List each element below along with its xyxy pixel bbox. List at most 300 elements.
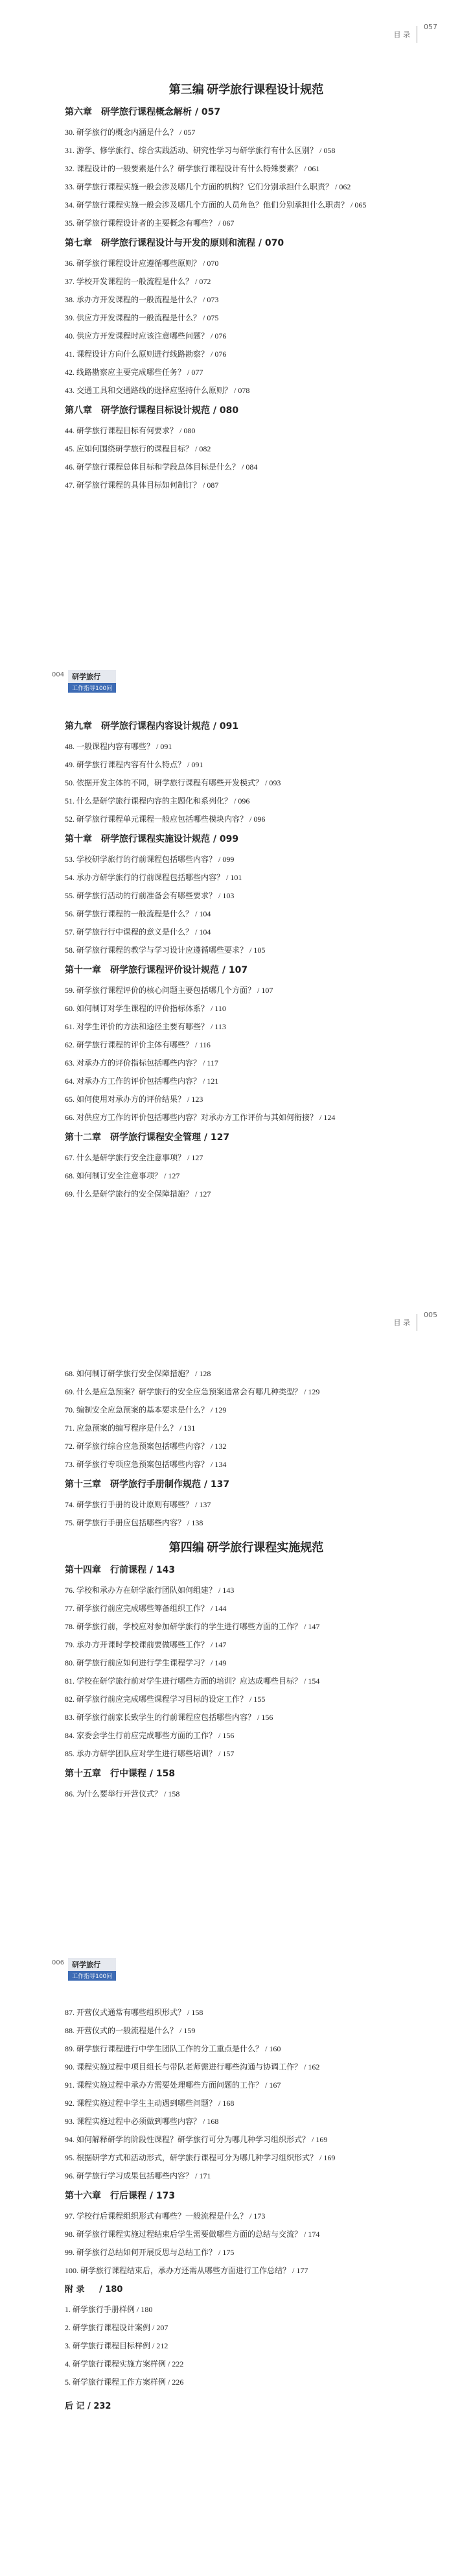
entry-number: 35. bbox=[65, 219, 75, 228]
badge-title: 研学旅行 bbox=[68, 670, 116, 683]
toc-entry bbox=[65, 905, 428, 923]
entry-text: 什么是研学旅行课程内容的主题化和系列化？ bbox=[76, 796, 233, 805]
entry-page: 099 bbox=[222, 855, 235, 864]
entry-text: 如何制订安全注意事项？ bbox=[76, 1171, 163, 1180]
entry-number: 78. bbox=[65, 1622, 75, 1631]
toc-entry bbox=[65, 923, 428, 941]
toc-entry bbox=[65, 1149, 428, 1167]
entry-page: 082 bbox=[199, 444, 211, 453]
leader: / bbox=[216, 219, 223, 228]
entry-number: 33. bbox=[65, 182, 75, 191]
leader: / bbox=[193, 927, 200, 936]
entry-text: 对承办方工作的评价包括哪些内容？ bbox=[76, 1077, 202, 1086]
entry-text: 课程实施过程中承办方需要处理哪些方面问题的工作？ bbox=[76, 2081, 264, 2090]
entry-text: 学校和承办方在研学旅行团队如何组建？ bbox=[76, 1586, 217, 1595]
leader: / bbox=[201, 313, 207, 322]
entry-text: 供应方开发课程时应该注意哪些问题？ bbox=[76, 331, 209, 340]
toc-entry bbox=[65, 887, 428, 905]
entry-text: 研学旅行课程的教学与学习设计应遵循哪些要求？ bbox=[76, 946, 248, 955]
leader: / bbox=[178, 128, 184, 137]
leader: / bbox=[302, 1387, 308, 1396]
entry-number: 50. bbox=[65, 778, 75, 787]
entry-number: 59. bbox=[65, 986, 75, 995]
toc-entry bbox=[65, 1617, 428, 1636]
entry-number: 72. bbox=[65, 1442, 75, 1451]
entry-text: 研学旅行前家长致学生的行前课程应包括哪些内容？ bbox=[76, 1713, 256, 1722]
entry-number: 31. bbox=[65, 146, 75, 155]
entry-text: 研学旅行课程结束后，承办方还需从哪些方面进行工作总结？ bbox=[80, 2266, 291, 2275]
entry-page: 121 bbox=[207, 1077, 219, 1086]
entry-page: 091 bbox=[160, 742, 172, 751]
entry-text: 研学旅行前应完成哪些课程学习目标的设定工作？ bbox=[76, 1695, 248, 1704]
leader: / bbox=[193, 1040, 200, 1049]
entry-page: 103 bbox=[222, 891, 235, 900]
entry-page: 076 bbox=[214, 331, 227, 340]
entry-page: 154 bbox=[308, 1676, 320, 1686]
leader: / bbox=[201, 1479, 211, 1490]
entry-number: 49. bbox=[65, 760, 75, 769]
leader: / bbox=[209, 350, 215, 359]
leader: / bbox=[154, 742, 161, 751]
entry-text: 研学旅行课程目标有何要求？ bbox=[76, 426, 178, 435]
leader: / bbox=[185, 760, 192, 769]
leader: / bbox=[201, 1077, 207, 1086]
leader: / bbox=[150, 2323, 157, 2332]
toc-entry bbox=[65, 737, 428, 756]
chapter-number: 第六章 bbox=[65, 107, 92, 117]
entry-number: 48. bbox=[65, 742, 75, 751]
afterword-heading bbox=[65, 2396, 428, 2417]
entry-number: 97. bbox=[65, 2212, 75, 2221]
chapter-title: 研学旅行课程安全管理 bbox=[110, 1132, 201, 1143]
entry-text: 开营仪式的一般流程是什么？ bbox=[76, 2026, 178, 2035]
chapter-heading bbox=[65, 101, 428, 123]
toc-entry bbox=[65, 2094, 428, 2112]
entry-number: 44. bbox=[65, 426, 75, 435]
leader: / bbox=[209, 1640, 215, 1649]
entry-page: 072 bbox=[199, 277, 211, 286]
entry-text: 研学旅行课程的一般流程是什么？ bbox=[76, 909, 194, 918]
book-badge bbox=[68, 1958, 116, 1981]
entry-number: 4. bbox=[65, 2359, 71, 2368]
leader: / bbox=[84, 2402, 94, 2411]
entry-text: 研学旅行课程实施过程结束后学生需要做哪些方面的总结与交流？ bbox=[76, 2230, 303, 2239]
entry-number: 77. bbox=[65, 1604, 75, 1613]
toc-entry bbox=[65, 327, 428, 345]
entry-number: 96. bbox=[65, 2171, 75, 2180]
entry-text: 课程实施过程中项目组长与带队老师需进行哪些沟通与协调工作？ bbox=[76, 2062, 303, 2071]
entry-number: 3. bbox=[65, 2341, 71, 2350]
entry-page: 113 bbox=[214, 1022, 226, 1031]
entry-text: 研学旅行课程单元课程一般应包括哪些模块内容？ bbox=[76, 815, 248, 824]
entry-page: 207 bbox=[156, 2323, 168, 2332]
chapter-page: 173 bbox=[156, 2191, 176, 2201]
entry-page: 168 bbox=[222, 2099, 235, 2108]
toc-entry bbox=[65, 2076, 428, 2094]
entry-text: 研学旅行手册样例 bbox=[73, 2305, 135, 2314]
entry-page: 096 bbox=[238, 796, 250, 805]
leader: / bbox=[255, 986, 262, 995]
entry-number: 56. bbox=[65, 909, 75, 918]
entry-number: 84. bbox=[65, 1731, 75, 1740]
toc-entry bbox=[65, 1167, 428, 1185]
toc-page-2 bbox=[0, 644, 473, 1288]
entry-number: 38. bbox=[65, 295, 75, 304]
chapter-heading bbox=[65, 959, 428, 981]
entry-page: 167 bbox=[269, 2081, 281, 2090]
entry-number: 61. bbox=[65, 1022, 75, 1031]
running-head-text: 目 录 bbox=[393, 30, 410, 39]
page-number: 057 bbox=[424, 22, 437, 31]
entry-text: 研学旅行课程实施一般会涉及哪几个方面的机构？它们分别承担什么职责？ bbox=[76, 182, 334, 191]
entry-number: 95. bbox=[65, 2153, 75, 2162]
toc-entry bbox=[65, 2058, 428, 2076]
chapter-number: 第十三章 bbox=[65, 1479, 101, 1490]
page-number: 004 bbox=[52, 671, 65, 678]
entry-page: 174 bbox=[308, 2230, 320, 2239]
leader: / bbox=[185, 1518, 192, 1527]
entry-number: 92. bbox=[65, 2099, 75, 2108]
toc-entry bbox=[65, 160, 428, 178]
toc-entry bbox=[65, 850, 428, 868]
entry-number: 83. bbox=[65, 1713, 75, 1722]
toc-entry bbox=[65, 2207, 428, 2225]
entry-text: 研学旅行前，学校应对参加研学旅行的学生进行哪些方面的工作？ bbox=[76, 1622, 303, 1631]
entry-page: 147 bbox=[308, 1622, 320, 1631]
leader: / bbox=[193, 444, 200, 453]
entry-text: 研学旅行课程进行中学生团队工作的分工重点是什么？ bbox=[76, 2044, 264, 2053]
entry-page: 144 bbox=[214, 1604, 227, 1613]
chapter-page: 091 bbox=[219, 721, 239, 732]
entry-text: 研学旅行课程实施一般会涉及哪几个方面的人员角色？他们分别承担什么职责？ bbox=[76, 200, 349, 209]
entry-text: 研学旅行课程工作方案样例 bbox=[73, 2378, 167, 2387]
entry-number: 40. bbox=[65, 331, 75, 340]
chapter-page: 057 bbox=[201, 107, 221, 117]
entry-page: 123 bbox=[191, 1095, 203, 1104]
entry-text: 应如何围绕研学旅行的课程目标？ bbox=[76, 444, 194, 453]
entry-page: 131 bbox=[183, 1424, 196, 1433]
chapter-number: 第九章 bbox=[65, 721, 92, 732]
toc-entry bbox=[65, 1437, 428, 1455]
entry-number: 90. bbox=[65, 2062, 75, 2071]
toc-entry bbox=[65, 1419, 428, 1437]
entry-text: 交通工具和交通路线的选择应坚持什么原则？ bbox=[76, 386, 233, 395]
chapter-number: 第十二章 bbox=[65, 1132, 101, 1143]
leader: / bbox=[263, 2081, 270, 2090]
entry-page: 129 bbox=[214, 1405, 227, 1414]
chapter-heading bbox=[65, 828, 428, 850]
leader: / bbox=[232, 386, 238, 395]
toc-entry bbox=[65, 196, 428, 214]
toc-entry bbox=[65, 774, 428, 792]
leader: / bbox=[310, 2135, 316, 2144]
chapter-page: 080 bbox=[219, 405, 239, 416]
entry-page: 134 bbox=[214, 1460, 227, 1469]
leader: / bbox=[162, 1789, 168, 1798]
chapter-number: 第十五章 bbox=[65, 1769, 101, 1779]
entry-number: 73. bbox=[65, 1460, 75, 1469]
chapter-heading bbox=[65, 715, 428, 737]
entry-number: 46. bbox=[65, 462, 75, 471]
entry-number: 65. bbox=[65, 1095, 75, 1104]
entry-text: 研学旅行活动的行前准备会有哪些要求？ bbox=[76, 891, 217, 900]
toc-entry bbox=[65, 381, 428, 400]
entry-text: 课程实施过程中学生主动遇到哪些问题？ bbox=[76, 2099, 217, 2108]
entry-number: 80. bbox=[65, 1658, 75, 1667]
leader: / bbox=[209, 1004, 215, 1013]
entry-number: 45. bbox=[65, 444, 75, 453]
entry-page: 162 bbox=[308, 2062, 320, 2071]
entry-number: 62. bbox=[65, 1040, 75, 1049]
section-label: 附 录 bbox=[65, 2285, 85, 2295]
chapter-number: 第十四章 bbox=[65, 1565, 101, 1575]
leader: / bbox=[201, 2117, 207, 2126]
entry-page: 107 bbox=[261, 986, 273, 995]
entry-page: 171 bbox=[199, 2171, 211, 2180]
toc-entry bbox=[65, 254, 428, 272]
leader: / bbox=[193, 909, 200, 918]
entry-text: 研学旅行专项应急预案包括哪些内容？ bbox=[76, 1460, 209, 1469]
entry-number: 91. bbox=[65, 2081, 75, 2090]
section-page: 180 bbox=[105, 2285, 123, 2295]
entry-page: 138 bbox=[191, 1518, 203, 1527]
entry-number: 88. bbox=[65, 2026, 75, 2035]
running-header bbox=[52, 1958, 116, 1981]
part-title: 第三编 研学旅行课程设计规范 bbox=[168, 83, 324, 96]
toc-entry bbox=[65, 1108, 428, 1127]
entry-page: 137 bbox=[199, 1500, 211, 1509]
toc-entry bbox=[65, 2112, 428, 2130]
entry-number: 68. bbox=[65, 1171, 75, 1180]
toc-entry bbox=[65, 2373, 428, 2391]
leader: / bbox=[193, 1189, 200, 1199]
leader: / bbox=[210, 721, 220, 732]
entry-text: 研学旅行课程设计案例 bbox=[73, 2323, 151, 2332]
entry-number: 71. bbox=[65, 1424, 75, 1433]
entry-text: 研学旅行行中课程的意义是什么？ bbox=[76, 927, 194, 936]
leader: / bbox=[185, 2008, 192, 2017]
leader: / bbox=[201, 481, 207, 490]
entry-number: 89. bbox=[65, 2044, 75, 2053]
entry-number: 81. bbox=[65, 1676, 75, 1686]
entry-page: 160 bbox=[269, 2044, 281, 2053]
toc-entry bbox=[65, 2355, 428, 2373]
entry-text: 为什么要举行开营仪式？ bbox=[76, 1789, 163, 1798]
entry-text: 研学旅行课程设计应遵循哪些原则？ bbox=[76, 259, 202, 268]
chapter-title: 研学旅行课程概念解析 bbox=[101, 107, 192, 117]
entry-page: 076 bbox=[214, 350, 227, 359]
entry-text: 学校行后课程组织形式有哪些？一般流程是什么？ bbox=[76, 2212, 248, 2221]
section-page: 232 bbox=[93, 2402, 111, 2411]
entry-page: 116 bbox=[199, 1040, 211, 1049]
entry-text: 家委会学生行前应完成哪些方面的工作？ bbox=[76, 1731, 217, 1740]
entry-page: 104 bbox=[199, 909, 211, 918]
entry-page: 149 bbox=[214, 1658, 227, 1667]
page-number: 005 bbox=[424, 1310, 437, 1319]
toc-entry bbox=[65, 1599, 428, 1617]
entry-text: 研学旅行总结如何开展反思与总结工作？ bbox=[76, 2248, 217, 2257]
entry-number: 30. bbox=[65, 128, 75, 137]
toc-entry bbox=[65, 141, 428, 160]
entry-number: 2. bbox=[65, 2323, 71, 2332]
entry-number: 41. bbox=[65, 350, 75, 359]
entry-text: 应急预案的编写程序是什么？ bbox=[76, 1424, 178, 1433]
leader: / bbox=[263, 778, 270, 787]
leader: / bbox=[317, 146, 324, 155]
entry-number: 37. bbox=[65, 277, 75, 286]
entry-page: 078 bbox=[238, 386, 250, 395]
entry-page: 058 bbox=[323, 146, 336, 155]
toc-entry bbox=[65, 1455, 428, 1473]
entry-page: 127 bbox=[191, 1153, 203, 1162]
leader: / bbox=[210, 834, 220, 844]
entry-page: 212 bbox=[156, 2341, 168, 2350]
toc-entry bbox=[65, 756, 428, 774]
entry-page: 155 bbox=[253, 1695, 266, 1704]
toc-entry bbox=[65, 291, 428, 309]
leader: / bbox=[146, 1565, 156, 1575]
leader: / bbox=[209, 1442, 215, 1451]
toc-entry bbox=[65, 422, 428, 440]
entry-page: 124 bbox=[323, 1113, 336, 1122]
section-label: 后 记 bbox=[65, 2402, 85, 2411]
toc-entry bbox=[65, 1383, 428, 1401]
toc-content bbox=[65, 1365, 428, 1803]
badge-subtitle: 工作指导100问 bbox=[68, 683, 116, 693]
entry-number: 69. bbox=[65, 1189, 75, 1199]
chapter-number: 第十六章 bbox=[65, 2191, 101, 2201]
entry-page: 173 bbox=[253, 2212, 266, 2221]
entry-page: 096 bbox=[253, 815, 266, 824]
toc-entry bbox=[65, 345, 428, 363]
leader: / bbox=[240, 462, 246, 471]
entry-text: 承办方开课时学校课前要做哪些工作？ bbox=[76, 1640, 209, 1649]
leader: / bbox=[185, 368, 192, 377]
badge-subtitle: 工作指导100问 bbox=[68, 1971, 116, 1981]
toc-entry bbox=[65, 1690, 428, 1708]
entry-number: 75. bbox=[65, 1518, 75, 1527]
entry-number: 36. bbox=[65, 259, 75, 268]
chapter-page: 137 bbox=[210, 1479, 230, 1490]
toc-entry bbox=[65, 1708, 428, 1726]
entry-number: 68. bbox=[65, 1369, 75, 1378]
entry-text: 研学旅行前应如何进行学生课程学习？ bbox=[76, 1658, 209, 1667]
leader: / bbox=[209, 1604, 215, 1613]
chapter-title: 行中课程 bbox=[110, 1769, 146, 1779]
entry-text: 如何使用对承办方的评价结果？ bbox=[76, 1095, 186, 1104]
toc-entry bbox=[65, 1514, 428, 1532]
leader: / bbox=[302, 2230, 308, 2239]
running-header bbox=[52, 670, 116, 693]
toc-content bbox=[65, 78, 428, 494]
entry-text: 研学旅行手册的设计原则有哪些？ bbox=[76, 1500, 194, 1509]
leader: / bbox=[209, 1022, 215, 1031]
toc-entry bbox=[65, 1785, 428, 1803]
entry-number: 5. bbox=[65, 2378, 71, 2387]
entry-text: 研学旅行手册应包括哪些内容？ bbox=[76, 1518, 186, 1527]
entry-page: 093 bbox=[269, 778, 281, 787]
entry-page: 065 bbox=[354, 200, 367, 209]
leader: / bbox=[255, 238, 265, 248]
entry-page: 156 bbox=[261, 1713, 273, 1722]
appendix-heading bbox=[65, 2280, 428, 2300]
toc-entry bbox=[65, 1654, 428, 1672]
entry-page: 158 bbox=[191, 2008, 203, 2017]
chapter-page: 070 bbox=[264, 238, 284, 248]
entry-page: 105 bbox=[253, 946, 266, 955]
entry-number: 74. bbox=[65, 1500, 75, 1509]
entry-number: 39. bbox=[65, 313, 75, 322]
entry-page: 075 bbox=[207, 313, 219, 322]
entry-text: 课程设计的一般要素是什么？研学旅行课程设计有什么特殊要素？ bbox=[76, 164, 303, 173]
entry-page: 147 bbox=[214, 1640, 227, 1649]
entry-text: 研学旅行课程目标样例 bbox=[73, 2341, 151, 2350]
entry-page: 057 bbox=[183, 128, 196, 137]
toc-entry bbox=[65, 309, 428, 327]
entry-page: 080 bbox=[183, 426, 196, 435]
toc-entry bbox=[65, 2021, 428, 2040]
leader: / bbox=[255, 1713, 262, 1722]
entry-page: 157 bbox=[222, 1749, 235, 1758]
entry-page: 062 bbox=[339, 182, 351, 191]
toc-entry bbox=[65, 1365, 428, 1383]
leader: / bbox=[193, 277, 200, 286]
toc-entry bbox=[65, 941, 428, 959]
entry-text: 研学旅行综合应急预案包括哪些内容？ bbox=[76, 1442, 209, 1451]
toc-page-1 bbox=[0, 0, 473, 644]
entry-text: 研学旅行的概念内涵是什么？ bbox=[76, 128, 178, 137]
toc-entry bbox=[65, 1054, 428, 1072]
toc-entry bbox=[65, 214, 428, 232]
toc-entry bbox=[65, 272, 428, 291]
leader: / bbox=[209, 1658, 215, 1667]
entry-page: 180 bbox=[141, 2305, 153, 2314]
entry-page: 127 bbox=[199, 1189, 211, 1199]
entry-text: 游学、修学旅行、综合实践活动、研究性学习与研学旅行有什么区别？ bbox=[76, 146, 318, 155]
entry-text: 承办方开发课程的一般流程是什么？ bbox=[76, 295, 202, 304]
entry-text: 供应方开发课程的一般流程是什么？ bbox=[76, 313, 202, 322]
entry-text: 根据研学方式和活动形式，研学旅行课程可分为哪几种学习组织形式？ bbox=[76, 2153, 318, 2162]
chapter-heading bbox=[65, 232, 428, 254]
entry-text: 研学旅行课程设计者的主要概念有哪些？ bbox=[76, 219, 217, 228]
leader: / bbox=[216, 1586, 223, 1595]
entry-number: 69. bbox=[65, 1387, 75, 1396]
entry-number: 64. bbox=[65, 1077, 75, 1086]
chapter-title: 研学旅行课程实施设计规范 bbox=[101, 834, 210, 844]
entry-page: 067 bbox=[222, 219, 235, 228]
leader: / bbox=[185, 1095, 192, 1104]
entry-page: 127 bbox=[168, 1171, 180, 1180]
leader: / bbox=[248, 815, 254, 824]
toc-content bbox=[65, 715, 428, 1203]
toc-entry bbox=[65, 2261, 428, 2280]
entry-text: 研学旅行课程评价的核心问题主要包括哪几个方面？ bbox=[76, 986, 256, 995]
entry-text: 研学旅行前应完成哪些筹备组织工作？ bbox=[76, 1604, 209, 1613]
toc-entry bbox=[65, 2243, 428, 2261]
toc-entry bbox=[65, 1745, 428, 1763]
entry-page: 226 bbox=[172, 2378, 184, 2387]
entry-page: 168 bbox=[207, 2117, 219, 2126]
chapter-title: 研学旅行手册制作规范 bbox=[110, 1479, 201, 1490]
badge-title: 研学旅行 bbox=[68, 1958, 116, 1971]
chapter-page: 158 bbox=[156, 1769, 176, 1779]
chapter-title: 行后课程 bbox=[110, 2191, 146, 2201]
toc-entry bbox=[65, 792, 428, 810]
entry-page: 101 bbox=[230, 873, 242, 882]
entry-text: 什么是应急预案？研学旅行的安全应急预案通常会有哪几种类型？ bbox=[76, 1387, 303, 1396]
entry-number: 60. bbox=[65, 1004, 75, 1013]
entry-text: 对学生评价的方法和途径主要有哪些？ bbox=[76, 1022, 209, 1031]
